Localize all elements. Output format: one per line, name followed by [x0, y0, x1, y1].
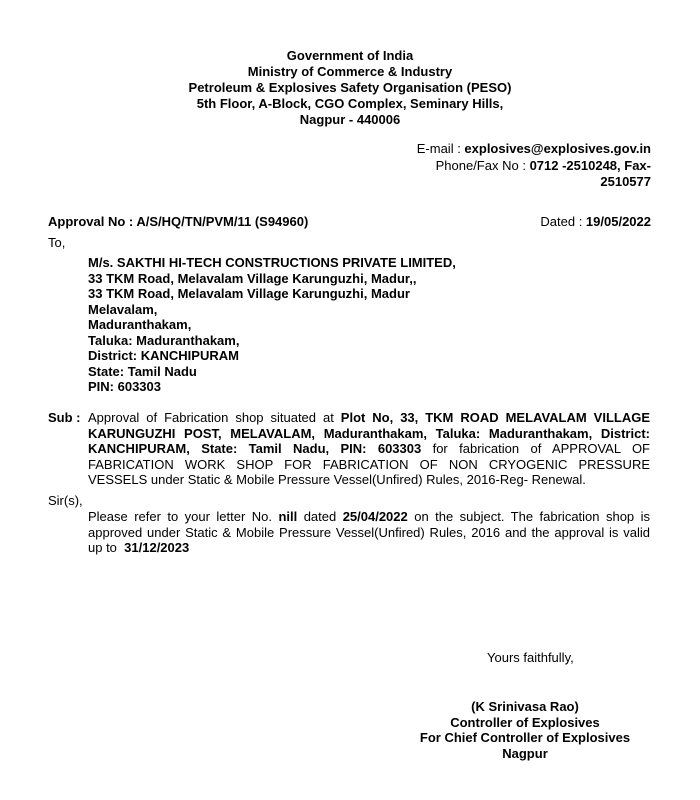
signatory-title: Controller of Explosives	[450, 714, 600, 730]
subject-part: Approval of Fabrication shop situated at	[88, 410, 341, 425]
signature-block	[0, 699, 700, 761]
email-label: E-mail :	[416, 141, 465, 156]
body-part: dated	[297, 509, 343, 524]
date-label: Dated :	[540, 214, 586, 229]
letterhead-line: Petroleum & Explosives Safety Organisation (PESO)	[188, 80, 512, 95]
approval-number: Approval No : A/S/HQ/TN/PVM/11 (S94960)	[48, 214, 309, 229]
contact-block	[331, 141, 651, 190]
phone-label: Phone/Fax No :	[435, 158, 530, 173]
address-line: Melavalam,	[88, 301, 158, 317]
subject-text	[88, 410, 650, 488]
body-part: on the subject. The fabrication shop is approved under Static & Mobile Pressure Vessel(Unfired) Rules, 2016 and the approval is valid up to	[88, 509, 650, 555]
phone-line	[331, 158, 651, 174]
phone-number-cont: 2510577	[600, 174, 651, 189]
address-line: Taluka: Maduranthakam,	[88, 332, 240, 348]
subject-part: for fabrication of APPROVAL OF FABRICATION WORK SHOP FOR FABRICATION OF NON CRYOGENIC PRESSURE VESSELS under Static & Mobile Pressure Vessel(Unfired) Rules, 2016-Reg- Renewal.	[88, 441, 650, 487]
letter-body	[88, 509, 650, 556]
phone-number: 0712 -2510248, Fax-	[529, 158, 651, 173]
address-line: Maduranthakam,	[88, 317, 192, 332]
date-line	[540, 214, 651, 230]
subject-label: Sub :	[48, 410, 81, 425]
email-address: explosives@explosives.gov.in	[464, 141, 651, 156]
address-line: 33 TKM Road, Melavalam Village Karunguzhi, Madur	[88, 286, 410, 301]
signatory-name: (K Srinivasa Rao)	[471, 699, 579, 714]
email-line	[331, 141, 651, 157]
letter-date: 25/04/2022	[342, 509, 408, 524]
date-value: 19/05/2022	[585, 214, 651, 229]
address-line: M/s. SAKTHI HI-TECH CONSTRUCTIONS PRIVATE LIMITED,	[88, 255, 456, 270]
closing: Yours faithfully,	[487, 650, 574, 665]
valid-until-date: 31/12/2023	[124, 540, 190, 555]
body-part: Please refer to your letter No.	[88, 509, 279, 524]
letterhead	[0, 48, 700, 128]
address-line: District: KANCHIPURAM	[88, 348, 239, 363]
address-line: State: Tamil Nadu	[88, 363, 197, 379]
subject-location: Plot No, 33, TKM ROAD MELAVALAM VILLAGE KARUNGUZHI POST, MELAVALAM, Maduranthakam, Taluka: Maduranthakam, District: KANCHIPURAM, State: Tamil Nadu, PIN: 603303	[88, 410, 650, 456]
address-line: 33 TKM Road, Melavalam Village Karunguzhi, Madur,,	[88, 270, 417, 286]
letterhead-line: Government of India	[286, 48, 414, 63]
letterhead-line: Ministry of Commerce & Industry	[247, 64, 453, 79]
letterhead-line: Nagpur - 440006	[299, 112, 401, 127]
address-line: PIN: 603303	[88, 379, 161, 394]
letterhead-line: 5th Floor, A-Block, CGO Complex, Seminary Hills,	[196, 96, 504, 111]
signatory-title: For Chief Controller of Explosives	[419, 730, 631, 745]
recipient-address	[88, 255, 456, 395]
to-label: To,	[48, 235, 66, 250]
letter-number: nill	[278, 509, 298, 524]
salutation: Sir(s),	[48, 493, 83, 508]
signatory-place: Nagpur	[502, 745, 548, 761]
